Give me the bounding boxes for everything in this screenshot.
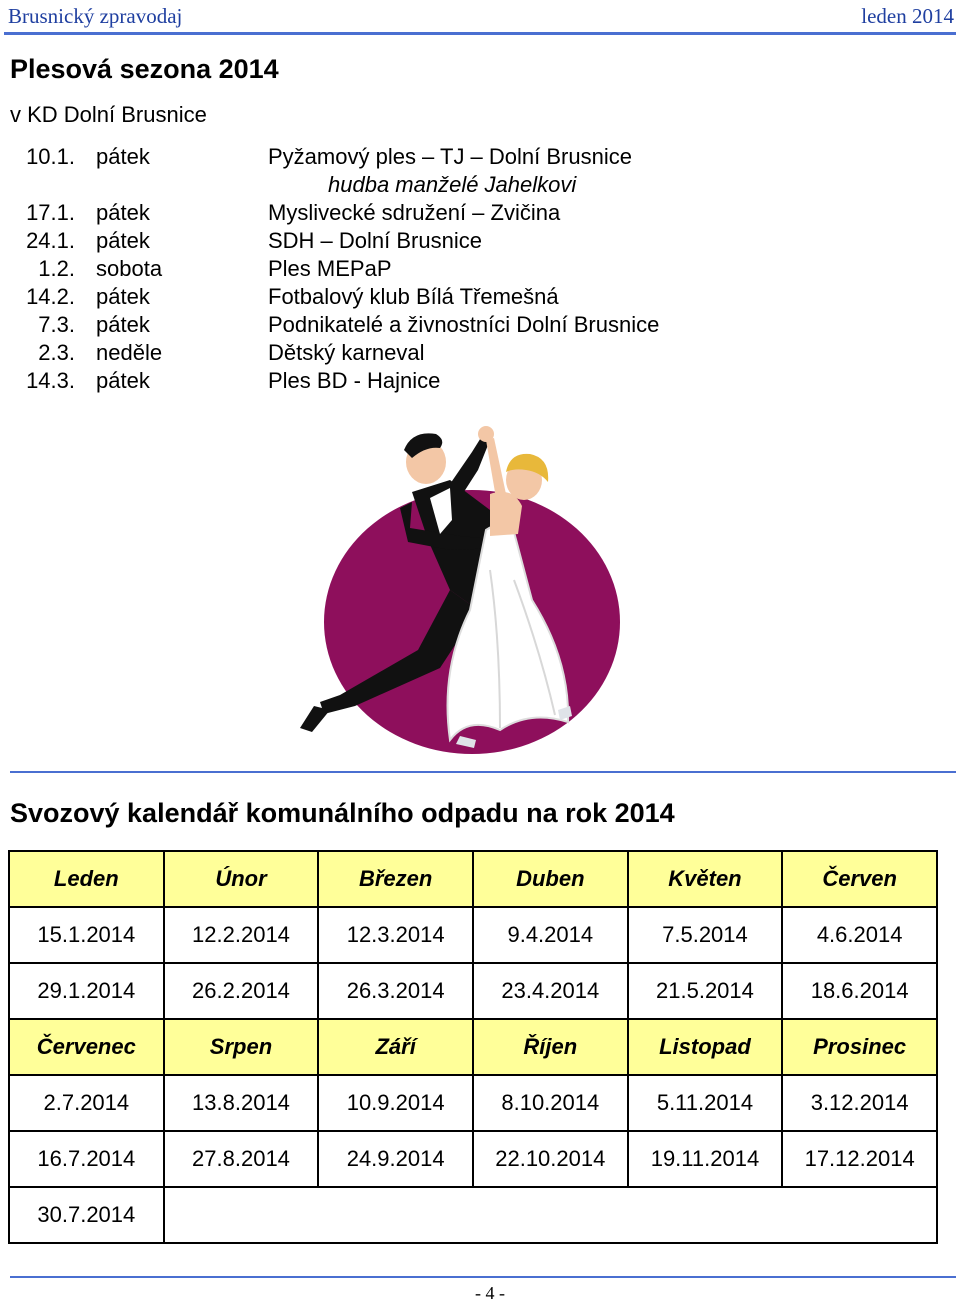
collection-date-cell: 19.11.2014 (628, 1131, 783, 1187)
table-row (9, 1075, 937, 1131)
event-date: 14.3. (26, 368, 75, 393)
event-day: neděle (96, 340, 163, 365)
month-header-cell: Prosinec (782, 1019, 937, 1075)
event-item (0, 228, 960, 256)
collection-date-cell: 24.9.2014 (318, 1131, 473, 1187)
waste-calendar-table (8, 850, 938, 1244)
collection-date-cell: 26.3.2014 (318, 963, 473, 1019)
man-shoe (300, 706, 330, 732)
collection-date-cell: 17.12.2014 (782, 1131, 937, 1187)
collection-date-cell: 15.1.2014 (9, 907, 164, 963)
event-note: hudba manželé Jahelkovi (328, 172, 577, 197)
woman-raised-arm (486, 438, 506, 498)
collection-date-cell: 7.5.2014 (628, 907, 783, 963)
collection-date-cell: 3.12.2014 (782, 1075, 937, 1131)
collection-date-cell: 10.9.2014 (318, 1075, 473, 1131)
event-date: 7.3. (38, 312, 75, 337)
event-date: 14.2. (26, 284, 75, 309)
month-header-cell: Březen (318, 851, 473, 907)
event-name: Pyžamový ples – TJ – Dolní Brusnice (268, 144, 632, 169)
collection-date-cell: 30.7.2014 (9, 1187, 164, 1243)
event-day: pátek (96, 284, 150, 309)
event-item (0, 284, 960, 312)
event-item (0, 312, 960, 340)
event-item (0, 200, 960, 228)
event-name: Ples BD - Hajnice (268, 368, 441, 393)
section-divider (10, 771, 956, 773)
page-number: - 4 - (475, 1283, 505, 1303)
collection-date-cell: 4.6.2014 (782, 907, 937, 963)
event-day: pátek (96, 228, 150, 253)
month-header-cell: Leden (9, 851, 164, 907)
event-date: 1.2. (38, 256, 75, 281)
table-row (9, 1187, 937, 1243)
empty-cell (164, 1187, 937, 1243)
page-header (0, 0, 960, 34)
header-rule (4, 32, 956, 35)
collection-date-cell: 29.1.2014 (9, 963, 164, 1019)
collection-date-cell: 27.8.2014 (164, 1131, 319, 1187)
collection-date-cell: 16.7.2014 (9, 1131, 164, 1187)
event-date: 17.1. (26, 200, 75, 225)
event-item (0, 144, 960, 172)
month-header-cell: Únor (164, 851, 319, 907)
event-day: pátek (96, 200, 150, 225)
collection-date-cell: 26.2.2014 (164, 963, 319, 1019)
waste-calendar-title: Svozový kalendář komunálního odpadu na rok 2014 (10, 798, 675, 828)
event-name: Myslivecké sdružení – Zvičina (268, 200, 561, 225)
event-day: pátek (96, 312, 150, 337)
event-date: 2.3. (38, 340, 75, 365)
month-header-cell: Červen (782, 851, 937, 907)
event-date: 24.1. (26, 228, 75, 253)
event-name: Fotbalový klub Bílá Třemešná (268, 284, 559, 309)
month-header-cell: Červenec (9, 1019, 164, 1075)
collection-date-cell: 22.10.2014 (473, 1131, 628, 1187)
event-day: pátek (96, 368, 150, 393)
table-row (9, 1131, 937, 1187)
month-header-cell: Duben (473, 851, 628, 907)
month-header-cell: Květen (628, 851, 783, 907)
event-day: pátek (96, 144, 150, 169)
month-header-cell: Srpen (164, 1019, 319, 1075)
event-item (0, 368, 960, 396)
month-header-row (9, 1019, 937, 1075)
event-name: Podnikatelé a živnostníci Dolní Brusnice (268, 312, 660, 337)
event-name: Ples MEPaP (268, 256, 392, 281)
table-row (9, 907, 937, 963)
publication-title: Brusnický zpravodaj (8, 4, 183, 28)
month-header-cell: Září (318, 1019, 473, 1075)
collection-date-cell: 12.3.2014 (318, 907, 473, 963)
event-item (0, 256, 960, 284)
table-row (9, 963, 937, 1019)
collection-date-cell: 18.6.2014 (782, 963, 937, 1019)
event-name: SDH – Dolní Brusnice (268, 228, 482, 253)
collection-date-cell: 2.7.2014 (9, 1075, 164, 1131)
collection-date-cell: 12.2.2014 (164, 907, 319, 963)
event-date: 10.1. (26, 144, 75, 169)
ball-season-venue: v KD Dolní Brusnice (10, 102, 207, 127)
month-header-cell: Říjen (473, 1019, 628, 1075)
collection-date-cell: 5.11.2014 (628, 1075, 783, 1131)
collection-date-cell: 8.10.2014 (473, 1075, 628, 1131)
event-name: Dětský karneval (268, 340, 425, 365)
month-header-cell: Listopad (628, 1019, 783, 1075)
collection-date-cell: 23.4.2014 (473, 963, 628, 1019)
ball-season-title: Plesová sezona 2014 (10, 54, 279, 84)
footer-rule (10, 1276, 956, 1278)
event-note-row (0, 172, 960, 200)
collection-date-cell: 9.4.2014 (473, 907, 628, 963)
event-item (0, 340, 960, 368)
dancing-couple-illustration (300, 410, 620, 760)
collection-date-cell: 21.5.2014 (628, 963, 783, 1019)
collection-date-cell: 13.8.2014 (164, 1075, 319, 1131)
event-day: sobota (96, 256, 163, 281)
month-header-row (9, 851, 937, 907)
issue-date: leden 2014 (861, 4, 954, 28)
man-raised-arm (450, 436, 490, 498)
